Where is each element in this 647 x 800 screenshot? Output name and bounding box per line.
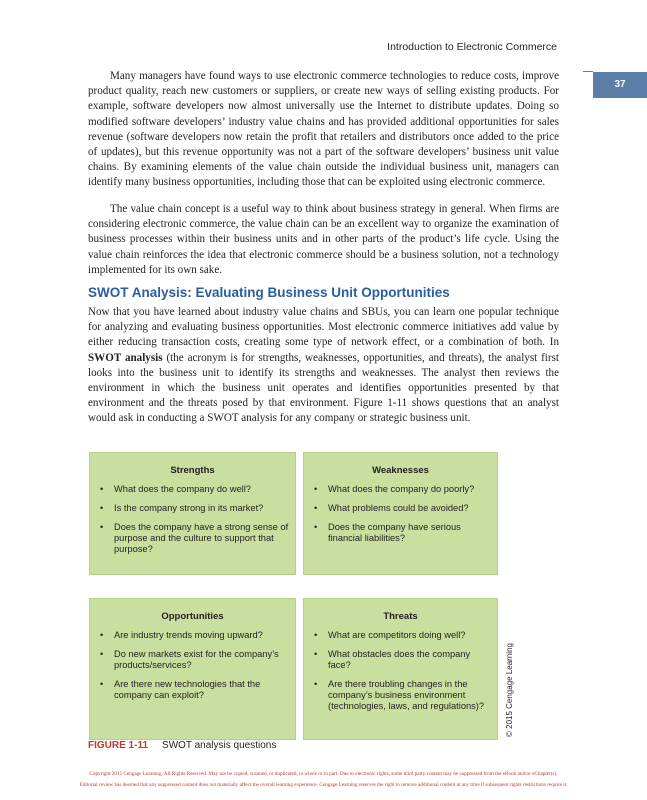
swot-quadrant-weaknesses [303,452,498,575]
question-item [100,503,289,514]
question-item [100,484,289,495]
bullet-icon: • [100,630,104,640]
question-text: What does the company do well? [114,484,251,494]
question-item [100,649,289,671]
page-number-tab: 37 [593,72,647,98]
figure-caption [88,740,276,751]
question-text: What does the company do poorly? [328,484,475,494]
quadrant-title: Strengths [170,465,215,476]
question-text: Does the company have a strong sense of purpose and the culture to support that purpose? [114,522,289,554]
question-item [100,522,289,555]
swot-quadrant-threats [303,598,498,740]
quadrant-title: Opportunities [161,611,224,622]
question-text: Are there troubling changes in the company’s business environment (technologies, laws, and regulations)? [328,679,485,711]
quadrant-title: Weaknesses [372,465,429,476]
paragraph-value-chain-opportunities: Many managers have found ways to use electronic commerce technologies to reduce costs, improve product quality, reach new customers or suppliers, or create new ways of selling existing products. For example, software developers now almost universally use the Internet to distribute updates. Doing so modified software developers’ industry value chains and has provided additional opportunities for sales revenue (software developers now retain the profit that retailers and distributors once added to the price of updates), but this revenue opportunity was not a part of the software developers’ business unit value chains. By examining elements of the value chain outside the individual business unit, managers can identify many business opportunities, including those that can be exploited using electronic commerce. [88,70,559,189]
running-header: Introduction to Electronic Commerce [387,41,557,53]
paragraph-value-chain-concept: The value chain concept is a useful way to think about business strategy in general. When firms are considering electronic commerce, the value chain can be an excellent way to organize the examination of business processes within their business units and in other parts of the product’s life cycle. Using the value chain reinforces the idea that electronic commerce should be a business solution, not a technology implemented for its own sake. [88,203,559,276]
quadrant-title: Threats [383,611,418,622]
question-text: Do new markets exist for the company’s products/services? [114,649,279,670]
bullet-icon: • [100,679,104,689]
swot-intro-text-a: Now that you have learned about industry value chains and SBUs, you can learn one popular technique for analyzing and evaluating business opportunities. Most electronic commerce initiatives add value by either reducing transaction costs, creating some type of network effect, or a combination of both. In [88,306,559,349]
bullet-icon: • [100,503,104,513]
question-text: Is the company strong in its market? [114,503,264,513]
quadrant-question-list [90,484,295,555]
question-item [314,630,491,641]
page-tab-rule [583,71,593,72]
bullet-icon: • [314,649,318,659]
bullet-icon: • [314,679,318,689]
question-item [314,484,491,495]
copyright-footer-line-1: Copyright 2015 Cengage Learning. All Rights Reserved. May not be copied, scanned, or duplicated, in whole or in part. Due to electronic rights, some third party content may be suppressed from the eBook and/or eChapter(s). [89,771,558,777]
question-item [314,649,491,671]
bullet-icon: • [314,522,318,532]
bullet-icon: • [100,484,104,494]
question-item [100,630,289,641]
question-item [314,503,491,514]
question-text: Are industry trends moving upward? [114,630,263,640]
copyright-footer-line-2: Editorial review has deemed that any suppressed content does not materially affect the overall learning experience. Cengage Learning reserves the right to remove additional content at any time if subsequent rights restrictions require it. [79,782,568,788]
bullet-icon: • [314,484,318,494]
section-heading-swot: SWOT Analysis: Evaluating Business Unit Opportunities [88,285,450,300]
swot-quadrant-strengths [89,452,296,575]
paragraph-swot-intro [88,305,559,427]
bullet-icon: • [100,522,104,532]
question-text: Does the company have serious financial liabilities? [328,522,461,543]
figure-caption-text: SWOT analysis questions [162,740,277,751]
question-text: What are competitors doing well? [328,630,466,640]
question-text: What problems could be avoided? [328,503,469,513]
bullet-icon: • [314,503,318,513]
bullet-icon: • [314,630,318,640]
figure-copyright-credit: © 2015 Cengage Learning [505,643,514,737]
quadrant-question-list [304,484,497,544]
question-item [314,522,491,544]
question-text: What obstacles does the company face? [328,649,471,670]
quadrant-question-list [90,630,295,701]
figure-caption-label: FIGURE 1-11 [88,740,149,751]
bullet-icon: • [100,649,104,659]
swot-key-term: SWOT analysis [88,351,163,364]
question-text: Are there new technologies that the company can exploit? [114,679,261,700]
question-item [314,679,491,712]
question-item [100,679,289,701]
quadrant-question-list [304,630,497,712]
swot-intro-text-b: (the acronym is for strengths, weaknesses, opportunities, and threats), the analyst first looks into the business unit to identify its strengths and weaknesses. The analyst then reviews the environment in which the business unit operates and identifies opportunities presented by that environment and the threats posed by that environment. Figure 1-11 shows questions that an analyst would ask in conducting a SWOT analysis for any company or strategic business unit. [88,351,559,425]
swot-quadrant-opportunities [89,598,296,740]
